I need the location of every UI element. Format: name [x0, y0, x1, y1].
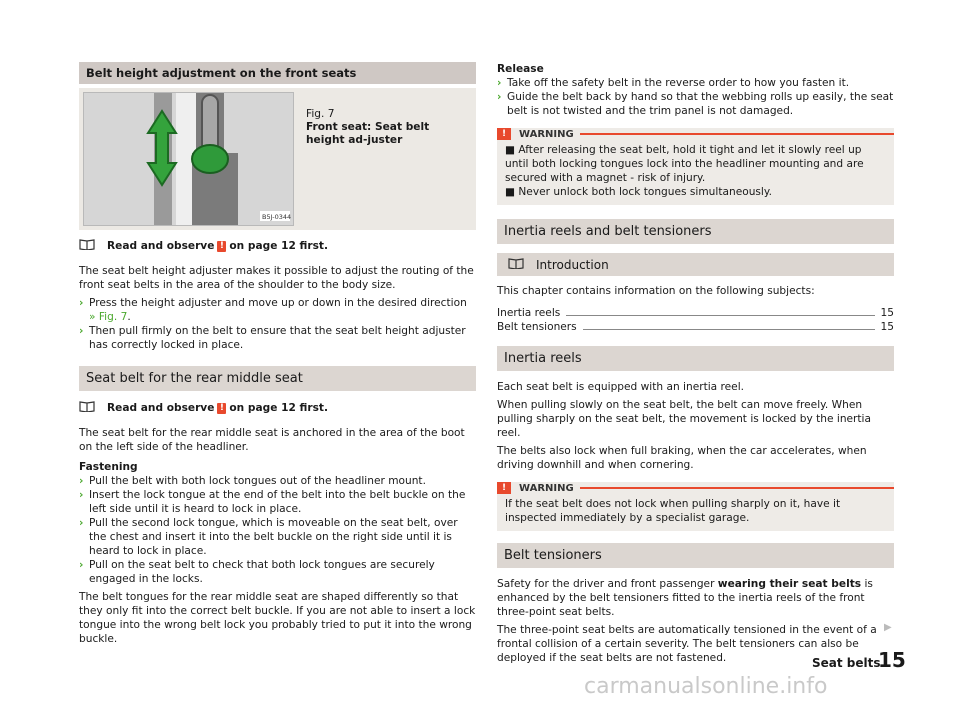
- figure-label: Fig. 7: [306, 108, 335, 120]
- warning-icon: !: [217, 403, 226, 414]
- book-icon: [79, 238, 97, 254]
- warning-rule: [580, 487, 894, 489]
- book-icon: [508, 257, 526, 272]
- paragraph: Safety for the driver and front passenger wearing their seat belts is enhanced by the belt tensioners fitted to the inertia reels of the front three-point seat belts.: [497, 578, 873, 618]
- warning-icon: !: [497, 128, 511, 140]
- figure-caption-text: Front seat: Seat belt height ad-juster: [306, 121, 430, 146]
- paragraph: The belt tongues for the rear middle seat are shaped differently so that they only fit into the correct belt buckle. If you are not able to insert a lock tongue into the wrong belt lock you probably tried to put it into the wrong buckle.: [79, 591, 476, 645]
- arrow-icon: ›: [79, 489, 84, 501]
- warning-label: WARNING: [519, 128, 574, 140]
- arrow-icon: ›: [79, 517, 84, 529]
- arrow-icon: ›: [79, 297, 84, 309]
- left-column: [79, 62, 476, 650]
- paragraph: This chapter contains information on the following subjects:: [497, 285, 815, 297]
- warning-text: If the seat belt does not lock when pulling sharply on it, have it inspected immediately by a specialist garage.: [505, 498, 841, 524]
- list-item: › Insert the lock tongue at the end of the belt into the belt buckle on the left side until it is heard to lock in place.: [79, 489, 466, 515]
- section-heading-inertia-reels: Inertia reels: [497, 346, 894, 371]
- list-item: › Pull the belt with both lock tongues out of the headliner mount.: [79, 475, 426, 487]
- continue-arrow-icon: ▶: [884, 622, 892, 633]
- figure-link[interactable]: » Fig. 7: [89, 311, 128, 323]
- arrow-icon: ›: [79, 475, 84, 487]
- section-heading-belt-tensioners: Belt tensioners: [497, 543, 894, 568]
- section-heading-introduction: Introduction: [497, 253, 894, 276]
- list-item: › Take off the safety belt in the reverse order to how you fasten it.: [497, 77, 850, 89]
- figure-7: [79, 88, 476, 230]
- list-item: › Guide the belt back by hand so that the webbing rolls up easily, the seat belt is not twisted and the trim panel is not damaged.: [497, 91, 894, 117]
- seat-belt-height-adjuster-image: [83, 92, 294, 226]
- toc-entry[interactable]: Belt tensioners 15: [497, 321, 894, 333]
- warning-label: WARNING: [519, 482, 574, 494]
- toc-entry[interactable]: Inertia reels 15: [497, 307, 894, 319]
- list-item: › Then pull firmly on the belt to ensure that the seat belt height adjuster has correctly locked in place.: [79, 325, 466, 351]
- paragraph: When pulling slowly on the seat belt, the belt can move freely. When pulling sharply on the seat belt, the movement is locked by the inertia reel.: [497, 399, 871, 439]
- read-and-observe-1: Read and observe ! on page 12 first.: [79, 238, 476, 254]
- list-item: › Pull the second lock tongue, which is moveable on the seat belt, over the chest and insert it into the belt buckle on the right side until it is heard to lock in place.: [79, 517, 458, 557]
- warning-item: ■ Never unlock both lock tongues simultaneously.: [505, 186, 772, 198]
- fastening-label: Fastening: [79, 461, 138, 473]
- warning-item: ■ After releasing the seat belt, hold it tight and let it slowly reel up until both locking tongues lock into the headliner mounting and are secured with a magnet - risk of injury.: [505, 144, 864, 184]
- warning-box-2: [497, 482, 894, 531]
- paragraph: Each seat belt is equipped with an inertia reel.: [497, 381, 745, 393]
- arrow-icon: ›: [79, 559, 84, 571]
- figure-caption: [298, 88, 474, 230]
- figure-code: B5J-0344: [262, 213, 292, 221]
- section-heading-belt-height: Belt height adjustment on the front seats: [79, 62, 476, 84]
- arrow-icon: ›: [497, 77, 502, 89]
- paragraph: The three-point seat belts are automatically tensioned in the event of a frontal collision of a certain severity. The belt tensioners can also be deployed if the seat belts are not fastened.: [497, 624, 877, 664]
- paragraph: The seat belt for the rear middle seat is anchored in the area of the boot on the left side of the headliner.: [79, 427, 465, 453]
- warning-icon: !: [217, 241, 226, 252]
- read-and-observe-2: Read and observe ! on page 12 first.: [79, 400, 476, 416]
- footer-section-title: Seat belts: [812, 656, 881, 670]
- release-label: Release: [497, 63, 544, 75]
- book-icon: [79, 400, 97, 416]
- watermark: carmanualsonline.info: [584, 674, 828, 699]
- warning-box-1: [497, 128, 894, 205]
- section-heading-inertia-tensioners: Inertia reels and belt tensioners: [497, 219, 894, 244]
- warning-rule: [580, 133, 894, 135]
- list-item: › Press the height adjuster and move up or down in the desired direction » Fig. 7.: [79, 297, 467, 323]
- arrow-icon: ›: [497, 91, 502, 103]
- right-column: [497, 62, 894, 669]
- paragraph: The seat belt height adjuster makes it possible to adjust the routing of the front seat belts in the area of the shoulder to the body size.: [79, 265, 474, 291]
- arrow-icon: ›: [79, 325, 84, 337]
- section-heading-rear-middle: Seat belt for the rear middle seat: [79, 366, 476, 391]
- list-item: › Pull on the seat belt to check that both lock tongues are securely engaged in the locks.: [79, 559, 435, 585]
- paragraph: The belts also lock when full braking, when the car accelerates, when driving downhill and when cornering.: [497, 445, 867, 471]
- page-number: 15: [878, 648, 906, 672]
- warning-icon: !: [497, 482, 511, 494]
